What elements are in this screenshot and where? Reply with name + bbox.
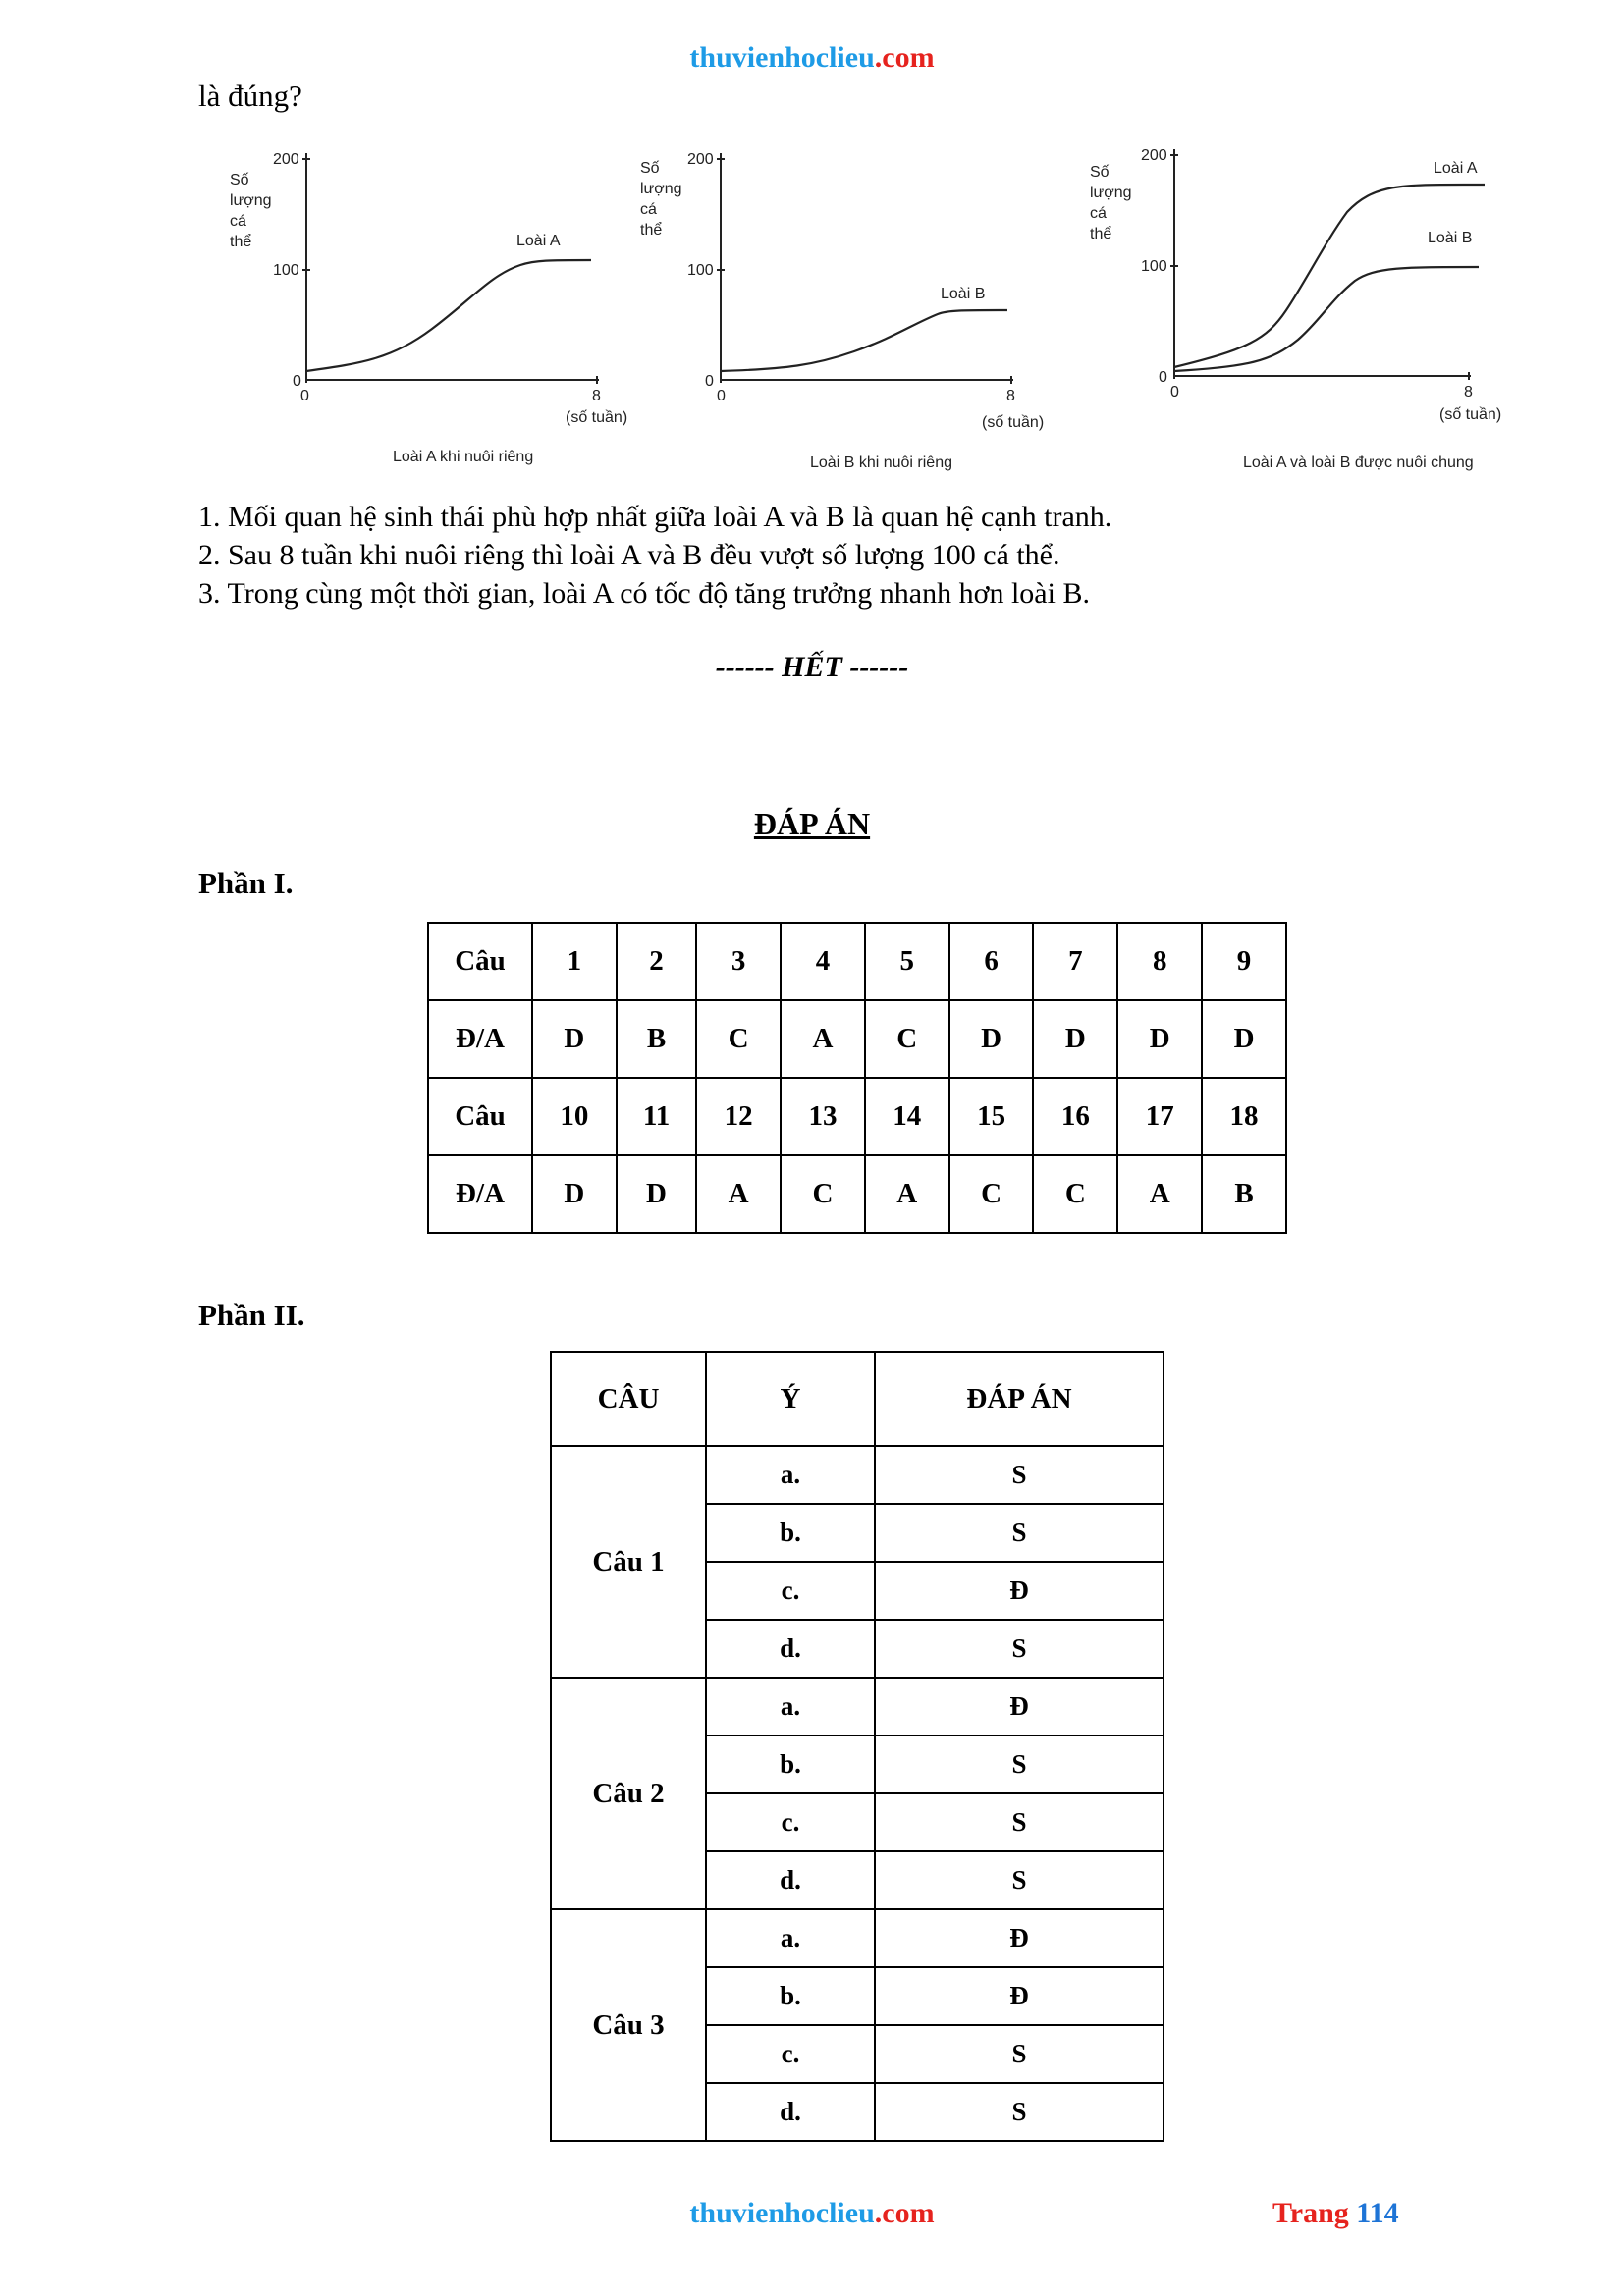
answer-cell: C (1033, 1155, 1117, 1233)
answer-cell: Đ (875, 1562, 1164, 1620)
answer-cell: S (875, 1620, 1164, 1678)
x-tick-label: 8 (592, 388, 601, 404)
intro-text: là đúng? (198, 79, 302, 113)
chart-svg (226, 147, 638, 481)
chart-species-a-b-together (1090, 143, 1532, 487)
answer-cell: C (949, 1155, 1034, 1233)
y-tick-label: 200 (273, 151, 299, 168)
ylabel-line: lượng (230, 192, 272, 209)
answer-cell: D (949, 1000, 1034, 1078)
answer-cell: 18 (1202, 1078, 1286, 1155)
y-tick-label: 200 (687, 151, 714, 168)
series-a-curve (306, 260, 591, 371)
header-brand[interactable] (0, 41, 1624, 75)
answer-cell: 2 (617, 923, 696, 1000)
answer-cell: 8 (1117, 923, 1202, 1000)
answer-cell: 16 (1033, 1078, 1117, 1155)
table-row (428, 1155, 1286, 1233)
part2-title: Phần II. (198, 1298, 305, 1332)
ylabel-line: thể (230, 234, 252, 250)
item-cell: b. (706, 1967, 875, 2025)
y-tick-label: 100 (273, 262, 299, 279)
answer-cell: S (875, 1851, 1164, 1909)
table-header-row (551, 1352, 1164, 1446)
statement-item: 2. Sau 8 tuần khi nuôi riêng thì loài A và B đều vượt số lượng 100 cá thể. (198, 539, 1060, 571)
table-row (551, 1909, 1164, 1967)
x-unit-label: (số tuần) (566, 409, 628, 426)
x-tick-label: 8 (1006, 388, 1015, 404)
x-tick-label: 0 (1170, 384, 1179, 400)
answer-cell: D (1117, 1000, 1202, 1078)
row-label-cell: Câu (428, 1078, 532, 1155)
header-question: CÂU (551, 1352, 706, 1446)
end-marker: ------ HẾT ------ (715, 651, 909, 683)
answer-cell: Đ (875, 1967, 1164, 2025)
brand-name: thuvienhoclieu (689, 41, 875, 74)
chart-species-a-alone (226, 147, 638, 481)
answer-cell: 14 (865, 1078, 949, 1155)
y-tick-label: 0 (293, 373, 301, 390)
part1-answer-table (427, 922, 1287, 1234)
answer-cell: A (781, 1000, 865, 1078)
answer-key-title (0, 806, 1624, 842)
answer-cell: B (617, 1000, 696, 1078)
ylabel-line: thể (1090, 226, 1112, 242)
statement-item: 3. Trong cùng một thời gian, loài A có tốc độ tăng trưởng nhanh hơn loài B. (198, 577, 1090, 610)
header-item: Ý (706, 1352, 875, 1446)
answer-cell: S (875, 1735, 1164, 1793)
answer-cell: Đ (875, 1678, 1164, 1735)
item-cell: c. (706, 2025, 875, 2083)
answer-cell: D (617, 1155, 696, 1233)
answer-cell: B (1202, 1155, 1286, 1233)
table-row (428, 1078, 1286, 1155)
y-tick-label: 100 (1141, 258, 1167, 275)
x-unit-label: (số tuần) (1439, 406, 1502, 423)
answer-cell: C (696, 1000, 781, 1078)
ylabel-line: lượng (1090, 185, 1132, 201)
y-tick-label: 100 (687, 262, 714, 279)
answer-cell: 6 (949, 923, 1034, 1000)
x-unit-label: (số tuần) (982, 414, 1045, 431)
ylabel-line: thể (640, 222, 663, 239)
item-cell: b. (706, 1735, 875, 1793)
series-label-a: Loài A (516, 233, 561, 249)
answer-cell: 3 (696, 923, 781, 1000)
question-cell: Câu 1 (551, 1446, 706, 1678)
row-label-cell: Đ/A (428, 1155, 532, 1233)
item-cell: c. (706, 1793, 875, 1851)
answer-cell: S (875, 2083, 1164, 2141)
x-tick-label: 0 (300, 388, 309, 404)
item-cell: a. (706, 1446, 875, 1504)
series-a-curve (1174, 185, 1485, 367)
series-label-a: Loài A (1434, 160, 1478, 177)
page-number-value: 114 (1356, 2197, 1399, 2229)
answer-cell: 1 (532, 923, 617, 1000)
ylabel-line: lượng (640, 181, 682, 197)
answer-cell: 13 (781, 1078, 865, 1155)
y-tick-label: 0 (1159, 369, 1167, 386)
answer-cell: 11 (617, 1078, 696, 1155)
series-label-b: Loài B (1428, 230, 1473, 246)
answer-cell: S (875, 2025, 1164, 2083)
x-tick-label: 8 (1464, 384, 1473, 400)
question-cell: Câu 2 (551, 1678, 706, 1909)
answer-cell: S (875, 1504, 1164, 1562)
table-row (428, 923, 1286, 1000)
table-row (551, 1678, 1164, 1735)
item-cell: b. (706, 1504, 875, 1562)
series-b-curve (721, 310, 1007, 371)
ylabel-line: cá (640, 201, 657, 218)
item-cell: a. (706, 1909, 875, 1967)
answer-cell: 7 (1033, 923, 1117, 1000)
answer-cell: A (865, 1155, 949, 1233)
chart-svg (1090, 143, 1532, 487)
answer-cell: 4 (781, 923, 865, 1000)
answer-key-title-text: ĐÁP ÁN (753, 806, 871, 841)
chart-caption: Loài A và loài B được nuôi chung (1243, 454, 1474, 471)
statement-list (198, 498, 1111, 613)
item-cell: d. (706, 1620, 875, 1678)
answer-cell: 9 (1202, 923, 1286, 1000)
answer-cell: 17 (1117, 1078, 1202, 1155)
chart-caption: Loài A khi nuôi riêng (393, 449, 534, 465)
chart-species-b-alone (638, 147, 1051, 481)
page-number (1272, 2197, 1399, 2230)
answer-cell: C (781, 1155, 865, 1233)
part2-answer-table (550, 1351, 1164, 2142)
answer-cell: Đ (875, 1909, 1164, 1967)
ylabel-line: Số (640, 160, 660, 177)
answer-cell: S (875, 1793, 1164, 1851)
footer-brand-name: thuvienhoclieu (689, 2197, 875, 2229)
series-label-b: Loài B (941, 286, 986, 302)
ylabel-line: Số (1090, 164, 1110, 181)
row-label-cell: Đ/A (428, 1000, 532, 1078)
answer-cell: D (532, 1155, 617, 1233)
y-tick-label: 0 (705, 373, 714, 390)
brand-domain: .com (874, 41, 935, 74)
answer-cell: D (532, 1000, 617, 1078)
row-label-cell: Câu (428, 923, 532, 1000)
y-tick-label: 200 (1141, 147, 1167, 164)
answer-cell: S (875, 1446, 1164, 1504)
item-cell: d. (706, 1851, 875, 1909)
statement-item: 1. Mối quan hệ sinh thái phù hợp nhất giữa loài A và B là quan hệ cạnh tranh. (198, 501, 1112, 533)
item-cell: a. (706, 1678, 875, 1735)
answer-cell: 15 (949, 1078, 1034, 1155)
chart-caption: Loài B khi nuôi riêng (810, 454, 952, 471)
answer-cell: 10 (532, 1078, 617, 1155)
page-word: Trang (1272, 2197, 1349, 2229)
answer-cell: D (1033, 1000, 1117, 1078)
table-row (428, 1000, 1286, 1078)
answer-cell: D (1202, 1000, 1286, 1078)
answer-cell: A (696, 1155, 781, 1233)
item-cell: c. (706, 1562, 875, 1620)
question-cell: Câu 3 (551, 1909, 706, 2141)
answer-cell: C (865, 1000, 949, 1078)
chart-svg (638, 147, 1051, 481)
part1-title: Phần I. (198, 866, 294, 900)
answer-cell: A (1117, 1155, 1202, 1233)
footer-brand-domain: .com (874, 2197, 935, 2229)
ylabel-line: cá (230, 213, 246, 230)
ylabel-line: Số (230, 172, 249, 188)
item-cell: d. (706, 2083, 875, 2141)
ylabel-line: cá (1090, 205, 1107, 222)
header-answer: ĐÁP ÁN (875, 1352, 1164, 1446)
answer-cell: 12 (696, 1078, 781, 1155)
x-tick-label: 0 (717, 388, 726, 404)
table-row (551, 1446, 1164, 1504)
answer-cell: 5 (865, 923, 949, 1000)
